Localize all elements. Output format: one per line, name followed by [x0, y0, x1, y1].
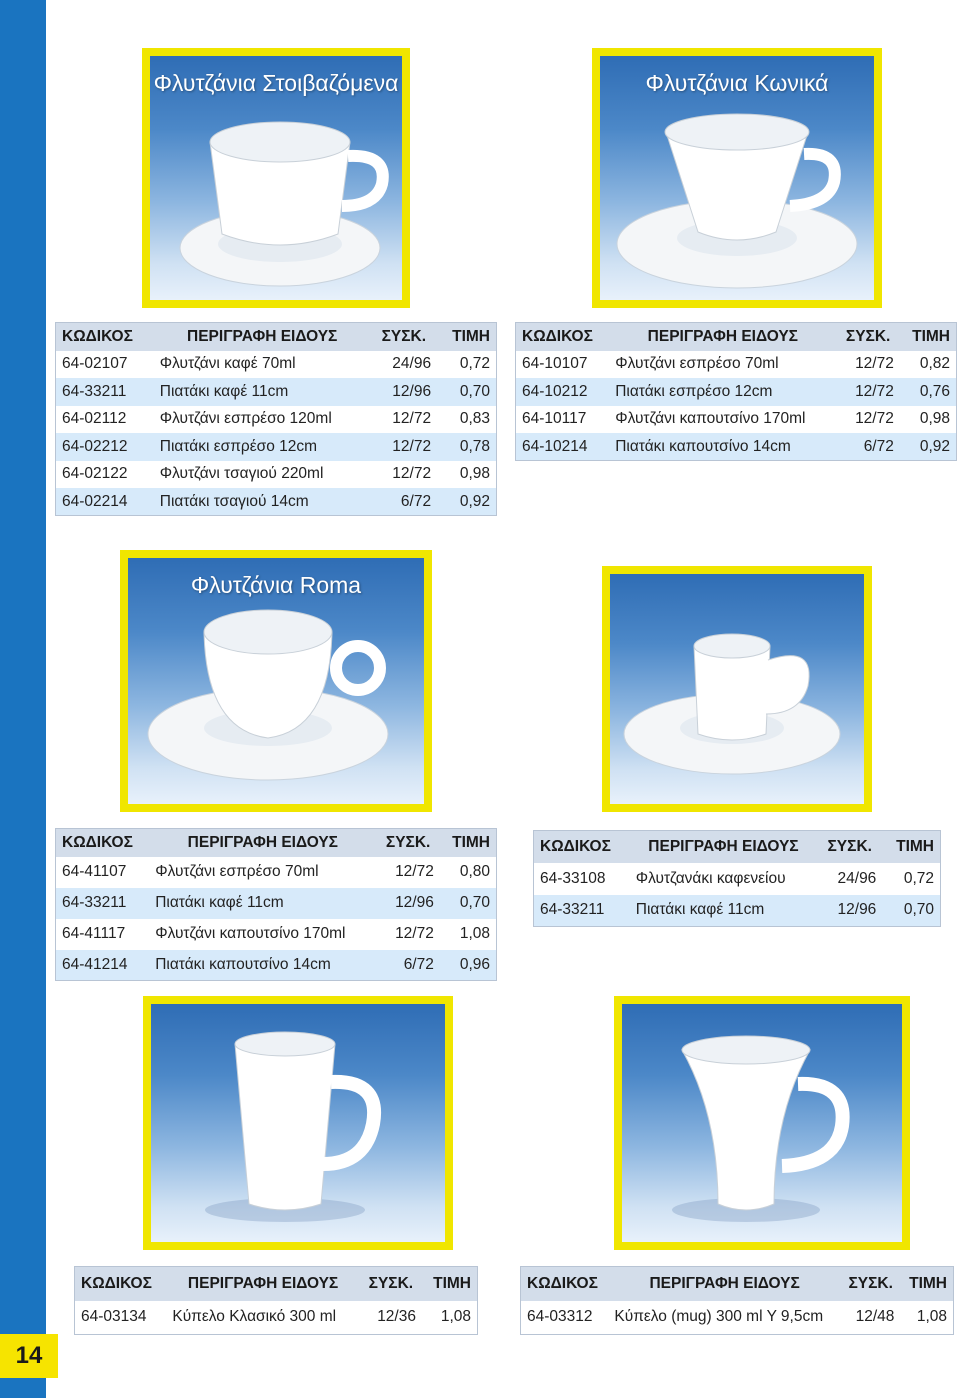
col-header-pack: ΣΥΣΚ. [360, 1267, 422, 1301]
y-mug-illustration [622, 1004, 902, 1242]
table-row [56, 351, 497, 379]
table-row [56, 433, 497, 461]
photo-title-stacking: Φλυτζάνια Στοιβαζόμενα [153, 70, 399, 96]
cell-description: Πιατάκι καφέ 11cm [630, 895, 817, 927]
cell-code: 64-41117 [56, 919, 150, 950]
table-header-row [56, 829, 497, 857]
cell-pack: 12/72 [836, 406, 899, 434]
cell-price: 0,82 [900, 351, 957, 379]
cell-code: 64-41107 [56, 857, 150, 888]
cell-price: 0,80 [440, 857, 497, 888]
cell-code: 64-02122 [56, 461, 154, 489]
table-row [56, 461, 497, 489]
table-row [56, 888, 497, 919]
col-header-description: ΠΕΡΙΓΡΑΦΗ ΕΙΔΟΥΣ [609, 323, 836, 351]
col-header-description: ΠΕΡΙΓΡΑΦΗ ΕΙΔΟΥΣ [630, 831, 817, 863]
cell-pack: 12/72 [836, 351, 899, 379]
col-header-price: ΤΙΜΗ [882, 831, 940, 863]
cell-description: Φλυτζάνι εσπρέσο 70ml [609, 351, 836, 379]
price-table-stacking [55, 322, 497, 516]
cell-code: 64-41214 [56, 950, 150, 981]
cell-pack: 12/96 [817, 895, 882, 927]
classic-mug-illustration [151, 1004, 445, 1242]
cell-pack: 12/72 [836, 378, 899, 406]
cell-code: 64-33211 [56, 378, 154, 406]
cell-code: 64-10107 [516, 351, 610, 379]
cell-description: Φλυτζάνι εσπρέσο 120ml [154, 406, 371, 434]
photo-title-conical: Φλυτζάνια Κωνικά [645, 70, 829, 96]
cell-code: 64-03312 [521, 1301, 609, 1335]
photo-stacking-cups [142, 48, 410, 308]
col-header-description: ΠΕΡΙΓΡΑΦΗ ΕΙΔΟΥΣ [166, 1267, 359, 1301]
cell-pack: 12/48 [841, 1301, 900, 1335]
table-row [56, 919, 497, 950]
table-row [56, 378, 497, 406]
cell-description: Κύπελο (mug) 300 ml Y 9,5cm [608, 1301, 841, 1335]
table-row [56, 950, 497, 981]
side-color-bar [0, 0, 46, 1398]
cell-price: 0,70 [882, 895, 940, 927]
table-row [75, 1301, 478, 1335]
cell-price: 0,78 [437, 433, 496, 461]
price-table-coffee-shop [533, 830, 941, 927]
col-header-price: ΤΙΜΗ [440, 829, 497, 857]
cell-description: Φλυτζάνι εσπρέσο 70ml [149, 857, 376, 888]
price-table-classic-mug [74, 1266, 478, 1335]
col-header-pack: ΣΥΣΚ. [376, 829, 439, 857]
cell-pack: 12/72 [376, 857, 439, 888]
col-header-price: ΤΙΜΗ [437, 323, 496, 351]
cell-code: 64-10212 [516, 378, 610, 406]
cell-pack: 12/36 [360, 1301, 422, 1335]
col-header-price: ΤΙΜΗ [422, 1267, 478, 1301]
table-header-row [75, 1267, 478, 1301]
price-table-conical [515, 322, 957, 461]
cell-price: 1,08 [900, 1301, 953, 1335]
col-header-pack: ΣΥΣΚ. [841, 1267, 900, 1301]
col-header-code: ΚΩΔΙΚΟΣ [56, 323, 154, 351]
cell-description: Πιατάκι εσπρέσο 12cm [154, 433, 371, 461]
cell-price: 1,08 [422, 1301, 478, 1335]
cell-pack: 12/72 [376, 919, 439, 950]
table-header-row [534, 831, 941, 863]
photo-conical-cups [592, 48, 882, 308]
col-header-pack: ΣΥΣΚ. [817, 831, 882, 863]
cell-description: Κύπελο Κλασικό 300 ml [166, 1301, 359, 1335]
page-number: 14 [0, 1334, 58, 1378]
table-row [516, 378, 957, 406]
col-header-code: ΚΩΔΙΚΟΣ [56, 829, 150, 857]
table-row [516, 351, 957, 379]
photo-roma-cups [120, 550, 432, 812]
table-row [534, 895, 941, 927]
photo-coffee-shop-cup [602, 566, 872, 812]
cell-description: Πιατάκι τσαγιού 14cm [154, 488, 371, 516]
cell-pack: 12/96 [376, 888, 439, 919]
cell-pack: 12/72 [371, 433, 438, 461]
table-header-row [516, 323, 957, 351]
price-table-roma [55, 828, 497, 981]
col-header-code: ΚΩΔΙΚΟΣ [534, 831, 630, 863]
photo-classic-mug [143, 996, 453, 1250]
col-header-price: ΤΙΜΗ [900, 1267, 953, 1301]
cell-description: Πιατάκι καφέ 11cm [154, 378, 371, 406]
table-row [521, 1301, 954, 1335]
cell-price: 0,70 [437, 378, 496, 406]
cell-price: 0,92 [437, 488, 496, 516]
cell-description: Πιατάκι εσπρέσο 12cm [609, 378, 836, 406]
cell-price: 0,83 [437, 406, 496, 434]
cell-pack: 24/96 [817, 863, 882, 895]
cell-description: Πιατάκι καπουτσίνο 14cm [149, 950, 376, 981]
cell-price: 0,72 [882, 863, 940, 895]
cell-description: Πιατάκι καφέ 11cm [149, 888, 376, 919]
table-row [516, 406, 957, 434]
col-header-pack: ΣΥΣΚ. [371, 323, 438, 351]
col-header-pack: ΣΥΣΚ. [836, 323, 899, 351]
cell-pack: 6/72 [836, 433, 899, 461]
cell-description: Πιατάκι καπουτσίνο 14cm [609, 433, 836, 461]
cell-pack: 24/96 [371, 351, 438, 379]
table-row [56, 406, 497, 434]
cell-price: 0,92 [900, 433, 957, 461]
cell-code: 64-02212 [56, 433, 154, 461]
cell-code: 64-33211 [534, 895, 630, 927]
col-header-code: ΚΩΔΙΚΟΣ [516, 323, 610, 351]
table-row [534, 863, 941, 895]
price-table-y-mug [520, 1266, 954, 1335]
cell-description: Φλυτζανάκι καφενείου [630, 863, 817, 895]
photo-title-roma: Φλυτζάνια Roma [190, 572, 362, 598]
photo-y-mug [614, 996, 910, 1250]
cell-code: 64-10117 [516, 406, 610, 434]
cell-pack: 6/72 [371, 488, 438, 516]
cell-code: 64-33211 [56, 888, 150, 919]
table-row [56, 488, 497, 516]
cell-price: 0,96 [440, 950, 497, 981]
table-header-row [56, 323, 497, 351]
cell-code: 64-02214 [56, 488, 154, 516]
coffee-shop-cup-illustration [610, 574, 864, 804]
cell-description: Φλυτζάνι καπουτσίνο 170ml [149, 919, 376, 950]
col-header-description: ΠΕΡΙΓΡΑΦΗ ΕΙΔΟΥΣ [608, 1267, 841, 1301]
cell-price: 0,98 [900, 406, 957, 434]
cell-code: 64-03134 [75, 1301, 167, 1335]
table-header-row [521, 1267, 954, 1301]
col-header-price: ΤΙΜΗ [900, 323, 957, 351]
cell-description: Φλυτζάνι τσαγιού 220ml [154, 461, 371, 489]
table-row [56, 857, 497, 888]
cell-pack: 12/96 [371, 378, 438, 406]
cell-description: Φλυτζάνι καφέ 70ml [154, 351, 371, 379]
cell-code: 64-33108 [534, 863, 630, 895]
cell-code: 64-02107 [56, 351, 154, 379]
cell-description: Φλυτζάνι καπουτσίνο 170ml [609, 406, 836, 434]
cell-price: 1,08 [440, 919, 497, 950]
col-header-description: ΠΕΡΙΓΡΑΦΗ ΕΙΔΟΥΣ [154, 323, 371, 351]
cell-pack: 12/72 [371, 406, 438, 434]
cell-price: 0,76 [900, 378, 957, 406]
cell-pack: 12/72 [371, 461, 438, 489]
col-header-description: ΠΕΡΙΓΡΑΦΗ ΕΙΔΟΥΣ [149, 829, 376, 857]
cell-price: 0,70 [440, 888, 497, 919]
col-header-code: ΚΩΔΙΚΟΣ [75, 1267, 167, 1301]
cell-code: 64-10214 [516, 433, 610, 461]
cell-pack: 6/72 [376, 950, 439, 981]
cell-price: 0,72 [437, 351, 496, 379]
cell-code: 64-02112 [56, 406, 154, 434]
col-header-code: ΚΩΔΙΚΟΣ [521, 1267, 609, 1301]
table-row [516, 433, 957, 461]
cell-price: 0,98 [437, 461, 496, 489]
